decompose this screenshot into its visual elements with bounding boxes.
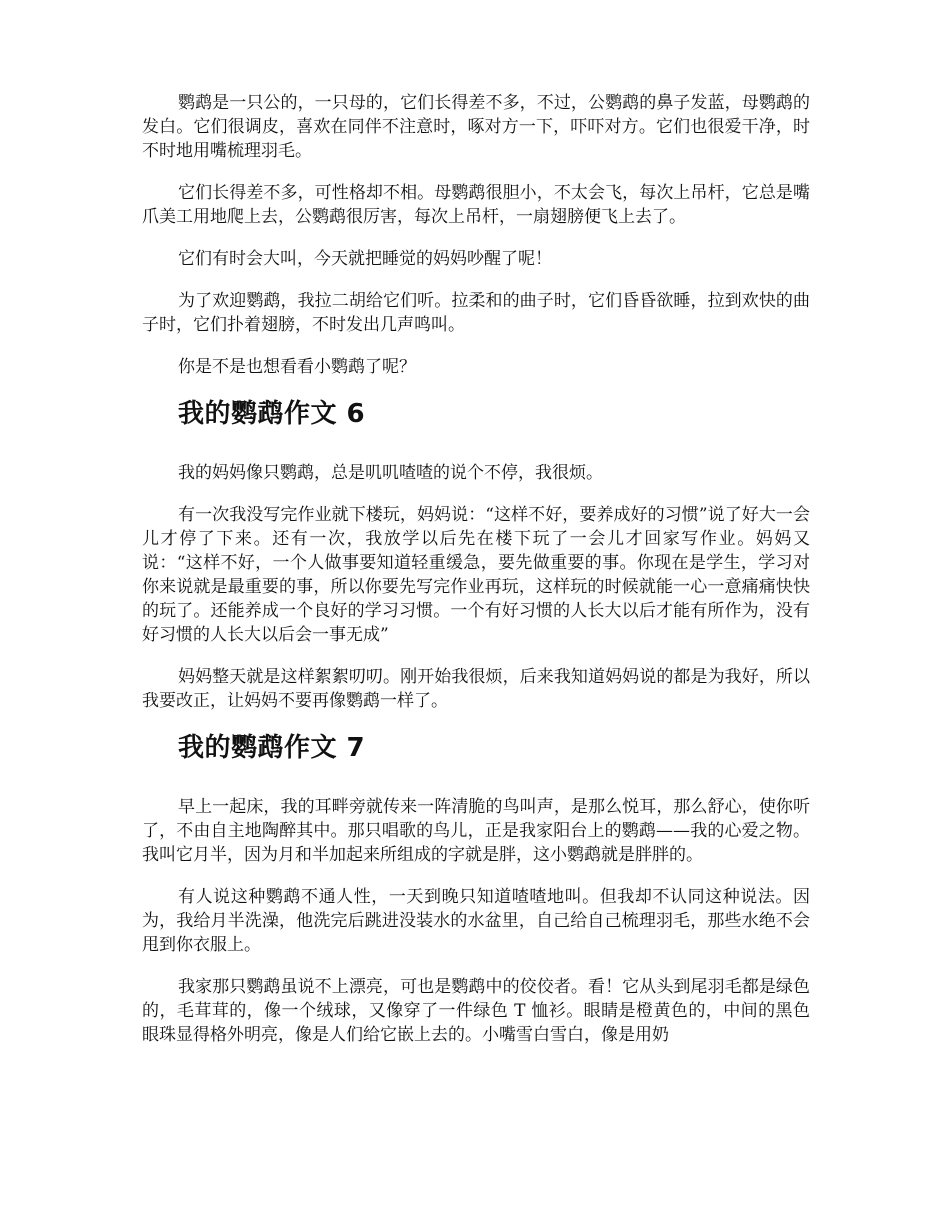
- section-heading-7: 我的鹦鹉作文 7: [178, 733, 366, 763]
- paragraph: 有一次我没写完作业就下楼玩，妈妈说：“这样不好，要养成好的习惯”说了好大一会儿才停了下来。还有一次，我放学以后先在楼下玩了一会儿才回家写作业。妈妈又说：“这样不好，一个人做事要知道轻重缓急，要先做重要的事。你现在是学生，学习对你来说就是最重要的事，所以你要先写完作业再玩，这样玩的时候就能一心一意痛痛快快的玩了。还能养成一个良好的学习习惯。一个有好习惯的人长大以后才能有所作为，没有好习惯的人长大以后会一事无成”: [142, 505, 810, 645]
- paragraph: 我家那只鹦鹉虽说不上漂亮，可也是鹦鹉中的佼佼者。看！它从头到尾羽毛都是绿色的，毛茸茸的，像一个绒球，又像穿了一件绿色 T 恤衫。眼睛是橙黄色的，中间的黑色眼珠显得格外明亮，像是人们给它嵌上去的。小嘴雪白雪白，像是用奶: [142, 977, 810, 1045]
- paragraph: 为了欢迎鹦鹉，我拉二胡给它们听。拉柔和的曲子时，它们昏昏欲睡，拉到欢快的曲子时，它们扑着翅膀，不时发出几声鸣叫。: [142, 291, 810, 335]
- paragraph: 有人说这种鹦鹉不通人性，一天到晚只知道喳喳地叫。但我却不认同这种说法。因为，我给月半洗澡，他洗完后跳进没装水的水盆里，自己给自己梳理羽毛，那些水绝不会甩到你衣服上。: [142, 887, 810, 955]
- paragraph: 妈妈整天就是这样絮絮叨叨。刚开始我很烦，后来我知道妈妈说的都是为我好，所以我要改正，让妈妈不要再像鹦鹉一样了。: [142, 667, 810, 711]
- paragraph: 我的妈妈像只鹦鹉，总是叽叽喳喳的说个不停，我很烦。: [178, 463, 603, 483]
- paragraph: 它们长得差不多，可性格却不相。母鹦鹉很胆小，不太会飞，每次上吊杆，它总是嘴爪美工用地爬上去，公鹦鹉很厉害，每次上吊杆，一扇翅膀便飞上去了。: [142, 183, 810, 227]
- paragraph: 鹦鹉是一只公的，一只母的，它们长得差不多，不过，公鹦鹉的鼻子发蓝，母鹦鹉的发白。它们很调皮，喜欢在同伴不注意时，啄对方一下，吓吓对方。它们也很爱干净，时不时地用嘴梳理羽毛。: [142, 93, 810, 161]
- document-page: [142, 91, 810, 1065]
- paragraph: 早上一起床，我的耳畔旁就传来一阵清脆的鸟叫声，是那么悦耳，那么舒心，使你听了，不由自主地陶醉其中。那只唱歌的鸟儿，正是我家阳台上的鹦鹉——我的心爱之物。我叫它月半，因为月和半加起来所组成的字就是胖，这小鹦鹉就是胖胖的。: [142, 797, 810, 865]
- section-heading-6: 我的鹦鹉作文 6: [178, 399, 366, 429]
- paragraph: 它们有时会大叫，今天就把睡觉的妈妈吵醒了呢！: [178, 249, 552, 269]
- paragraph: 你是不是也想看看小鹦鹉了呢？: [178, 357, 416, 377]
